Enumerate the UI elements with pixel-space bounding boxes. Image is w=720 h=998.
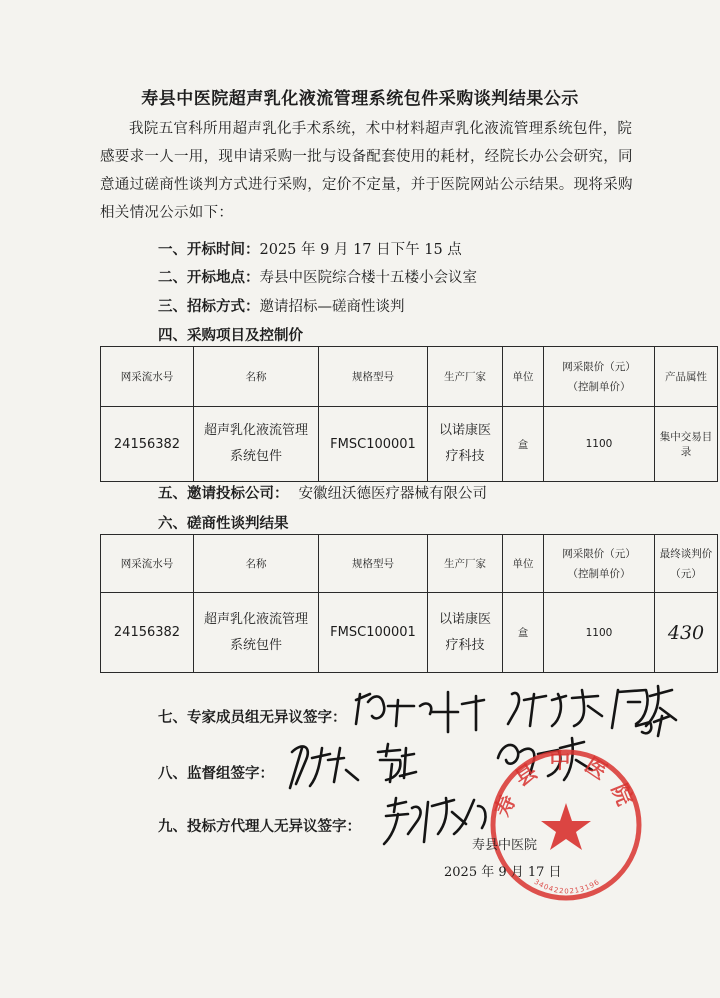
cell-model: FMSC100001 — [319, 407, 428, 482]
header-attr: 产品属性 — [655, 347, 718, 407]
header-price-l1: 网采限价（元） — [562, 547, 636, 560]
cell-name-l2: 系统包件 — [229, 449, 282, 464]
cell-unit: 盒 — [503, 407, 544, 482]
cell-serial: 24156382 — [101, 593, 194, 673]
cell-final-price: 430 — [655, 593, 718, 673]
header-name: 名称 — [194, 535, 319, 593]
header-unit: 单位 — [503, 535, 544, 593]
official-seal — [486, 745, 646, 905]
cell-price: 1100 — [544, 593, 655, 673]
cell-name-l2: 系统包件 — [229, 637, 282, 653]
header-final-l1: 最终谈判价 — [659, 547, 713, 560]
cell-model: FMSC100001 — [319, 593, 428, 673]
cell-price: 1100 — [544, 407, 655, 482]
seal-star — [541, 803, 591, 850]
header-price-l1: 网采限价（元） — [562, 360, 636, 373]
expert-signature-3 — [612, 686, 676, 736]
header-unit: 单位 — [503, 347, 544, 407]
cell-name-l1: 超声乳化液流管理 — [203, 423, 308, 438]
header-maker: 生产厂家 — [428, 347, 503, 407]
cell-unit: 盒 — [503, 593, 544, 673]
section-label: 三、招标方式： — [158, 299, 260, 315]
header-model: 规格型号 — [319, 535, 428, 593]
cell-serial: 24156382 — [101, 407, 194, 482]
expert-signature-1 — [356, 692, 484, 732]
section-value: 安徽纽沃德医疗器械有限公司 — [298, 486, 487, 502]
cell-maker-l1: 以诺康医 — [438, 611, 491, 627]
cell-name-l1: 超声乳化液流管理 — [203, 611, 308, 627]
header-price-l2: （控制单价） — [567, 380, 631, 393]
section-label: 六、磋商性谈判结果 — [158, 516, 289, 532]
cell-maker-l2: 疗科技 — [445, 449, 485, 464]
supervisor-signature-1 — [290, 746, 358, 788]
cell-maker-l1: 以诺康医 — [438, 423, 491, 438]
section-value: 2025 年 9 月 17 日下午 15 点 — [259, 242, 462, 258]
section-label: 九、投标方代理人无异议签字： — [158, 819, 361, 835]
header-serial: 网采流水号 — [101, 347, 194, 407]
header-name: 名称 — [194, 347, 319, 407]
expert-signature-2 — [508, 690, 602, 726]
header-maker: 生产厂家 — [428, 535, 503, 593]
seal-text: 寿县中医院 — [489, 748, 643, 821]
section-label: 二、开标地点： — [158, 270, 260, 286]
section-label: 一、开标时间： — [158, 242, 260, 258]
section-label: 五、邀请投标公司： — [158, 486, 289, 502]
header-model: 规格型号 — [319, 347, 428, 407]
seal-code: 3404220213196 — [532, 877, 602, 896]
section-value: 寿县中医院综合楼十五楼小会议室 — [259, 270, 477, 286]
header-price-l2: （控制单价） — [567, 567, 631, 580]
cell-maker-l2: 疗科技 — [445, 637, 485, 653]
document-title: 寿县中医院超声乳化液流管理系统包件采购谈判结果公示 — [141, 89, 579, 109]
footer-org: 寿县中医院 — [472, 838, 538, 853]
footer-date: 2025 年 9 月 17 日 — [444, 865, 562, 880]
cell-attr: 集中交易目录 — [655, 407, 718, 482]
supervisor-signature-2 — [378, 744, 416, 782]
section-label: 七、专家成员组无异议签字： — [158, 710, 347, 726]
header-serial: 网采流水号 — [101, 535, 194, 593]
agent-signature — [384, 798, 485, 844]
section-label: 四、采购项目及控制价 — [158, 328, 303, 344]
section-value: 邀请招标—磋商性谈判 — [259, 299, 405, 315]
intro-paragraph: 我院五官科所用超声乳化手术系统，术中材料超声乳化液流管理系统包件，院感要求一人一用，现申请采购一批与设备配套使用的耗材，经院长办公会研究，同意通过磋商性谈判方式进行采购，定价不定量，并于医院网站公示结果。现将采购相关情况公示如下： — [100, 121, 633, 221]
section-label: 八、监督组签字： — [158, 766, 274, 782]
header-final-l2: （元） — [670, 567, 702, 580]
